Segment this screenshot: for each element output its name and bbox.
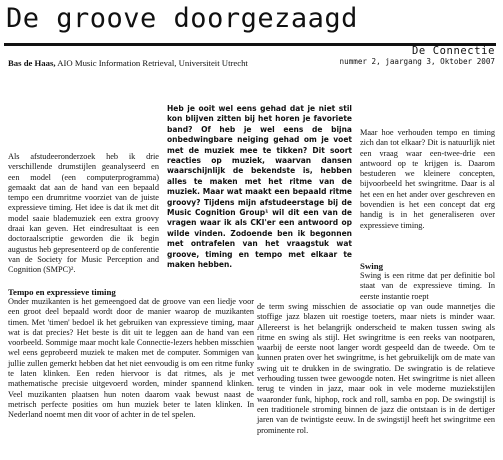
author-name: Bas de Haas, xyxy=(8,58,56,68)
tempo-section xyxy=(8,297,254,421)
lead-paragraph: Heb je ooit wel eens gehad dat je niet stil kon blijven zitten bij het horen je favoriete band? Of heb je wel eens de bijna onbedwingbare neiging gehad om je voet met de muziek mee te tikken? Dit soort reacties op muziek, waarvan dansen waarschijnlijk de bekendste is, hebben alles te maken met het ritme van de muziek. Maar wat maakt een bepaald ritme groovy? Tijdens mijn afstudeerstage bij de Music Cognition Group¹ wil dit een van de vragen waar ik als CKI'er een antwoord op wilde vinden. Zodoende ben ik begonnen met ontrafelen van het vraagstuk wat groove, timing en tempo met elkaar te maken hebben. xyxy=(167,104,352,270)
tempo-timing-paragraph: Maar hoe verhouden tempo en timing zich dan tot elkaar? Dit is natuurlijk niet een vraag waar een-twee-drie een antwoord op te krijgen is. Daarom bestuderen we kleinere concepten, bijvoorbeeld het swingritme. Daar is al het een en het ander over geschreven en bovendien is het een concept dat erg handig is in het generaliseren over expressieve timing. xyxy=(360,128,495,230)
swing-paragraph: de term swing misschien de associatie op van oude mannetjes die stoffige jazz blazen uit roestige toeters, maar niets is minder waar. Allereerst is het belangrijk onderscheid te maken tussen swing als ritme en swing als stijl. Het swingritme is een reeks van nootparen, waarbij de eerste noot langer wordt gespeeld dan de tweede. Om te kunnen praten over het swingritme, is het gebruikelijk om de mate van swing uit te drukken in de swingratio. De swingratio is de relatieve verhouding tussen twee gewoogde noten. Het swingritme is niet alleen terug te vinden in jazz, maar ook in vele moderne muziekstijlen waaronder funk, hiphop, rock and roll, samba en pop. De swingstijl is een traditionele stroming binnen de jazz die ontstaan is in de dertiger jaren van de twintigste eeuw. In de swingstijl heeft het swingritme een prominente rol. xyxy=(257,302,495,435)
section-heading-swing: Swing xyxy=(360,261,383,271)
intro-column xyxy=(8,152,159,276)
swing-section xyxy=(257,302,495,436)
intro-paragraph: Als afstudeeronderzoek heb ik drie verschillende drumstijlen geanalyseerd en een model (een computerprogramma) gemaakt dat aan de hand van een bepaald tempo een drumritme voorziet van de juiste expressieve timing. Het idee is dat ik met dit model saaie blademuziek een extra groovy draai kan geven. Het eindresultaat is een doctoraalscriptie geworden die ik begin augustus heb gepresenteerd op de conferentie van de Society for Music Perception and Cognition (SMPC)². xyxy=(8,152,159,275)
masthead-name: De Connectie xyxy=(411,45,495,57)
tempo-paragraph: Onder muzikanten is het gemeengoed dat de groove van een liedje voor een groot deel bepaald wordt door de manier waarop de muzikanten timen. Met 'timen' bedoel ik het gebruiken van expressieve timing, maar wat is dat precies? Het beste is dit uit te leggen aan de hand van een voorbeeld. Sommige maar mocht kale Connectie-lezers hebben misschien wel eens geprobeerd muziek te maken met de computer. Sommigen van jullie zullen gemerkt hebben dat het niet eenvoudig is om een ritme funky te laten klinken. Een reden hiervoor is dat ritmes, als je met mathematische precisie uitgevoerd worden, minder spannend klinken. Veel muzikanten plaatsen hun noten daarom vaak bewust naast de metrisch perfecte posities om hun muziek beter te laten klinken. In Nederland noemt men dit voor of achter in de tel spelen. xyxy=(8,297,254,420)
masthead xyxy=(340,46,495,67)
article-title: De groove doorgezaagd xyxy=(6,3,358,34)
swing-intro-paragraph: Swing is een ritme dat per definitie bol staat van de expressieve timing. In eerste instantie roept xyxy=(360,271,495,301)
section-heading-tempo: Tempo en expressieve timing xyxy=(8,287,116,297)
right-column xyxy=(360,128,495,231)
swing-intro xyxy=(360,271,495,302)
masthead-issue: nummer 2, jaargang 3, Oktober 2007 xyxy=(339,57,495,66)
author-affiliation: AIO Music Information Retrieval, Universiteit Utrecht xyxy=(55,58,248,68)
byline xyxy=(8,58,248,68)
